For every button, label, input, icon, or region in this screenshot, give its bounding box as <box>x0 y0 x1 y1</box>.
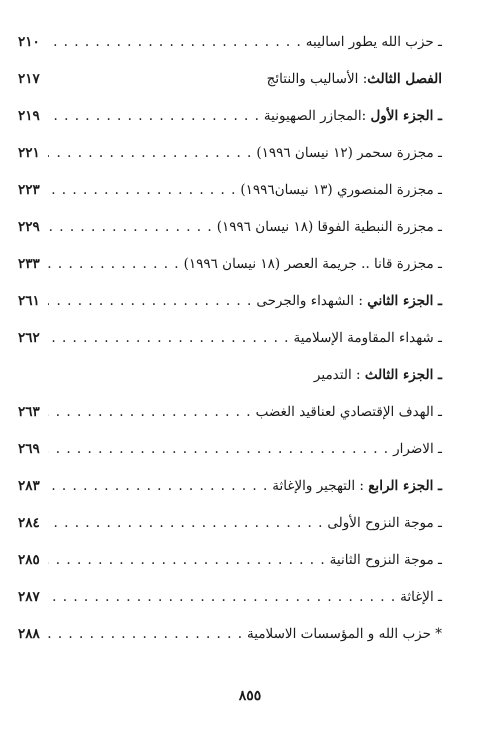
toc-entry-text: : التدمير <box>313 367 365 383</box>
toc-entry <box>18 143 442 180</box>
dot-leader <box>48 143 256 163</box>
toc-entry-title <box>256 402 442 422</box>
dot-leader <box>48 328 293 348</box>
toc-entry-title <box>314 365 442 385</box>
toc-entry-text: ـ الاضرار <box>393 441 442 457</box>
toc-entry-text: : التهجير والإغاثة <box>272 478 369 494</box>
toc-page-number: ٢٨٧ <box>18 589 40 605</box>
toc-section-label: ـ الجزء الثاني <box>367 293 442 309</box>
toc-page-number: ٢١٧ <box>18 71 40 87</box>
toc-entry-text: ـ الهدف الإقتصادي لعناقيد الغضب <box>255 404 442 420</box>
toc-entry <box>18 32 442 69</box>
toc-section-label: الفصل الثالث <box>367 71 442 87</box>
toc-entry <box>18 476 442 513</box>
toc-entry-title <box>247 624 442 644</box>
dot-leader <box>48 439 393 459</box>
toc-page-number: ٢٦٢ <box>18 330 40 346</box>
toc-section-label: ـ الجزء الثالث <box>364 367 442 383</box>
page-number: ٨٥٥ <box>238 688 262 704</box>
toc-page-number: ٢١٠ <box>18 34 40 50</box>
toc-page-number: ٢٢١ <box>18 145 40 161</box>
dot-leader <box>48 254 184 274</box>
toc-entry-text: ـ مجزرة قانا .. جريمة العصر (١٨ نيسان ١٩٩٦) <box>183 256 442 272</box>
toc-entry-text: ـ مجزرة المنصوري (١٣ نيسان١٩٩٦) <box>240 182 442 198</box>
toc-entry-title <box>256 291 442 311</box>
toc-entry-text: ـ شهداء المقاومة الإسلامية <box>293 330 442 346</box>
dot-leader <box>48 587 400 607</box>
toc-entry-title <box>240 180 442 200</box>
toc-entry <box>18 291 442 328</box>
toc-entry-text: : الأساليب والنتائج <box>266 71 368 87</box>
toc-entry <box>18 365 442 402</box>
toc-page-number: ٢٣٣ <box>18 256 40 272</box>
toc-entry <box>18 550 442 587</box>
dot-leader <box>48 180 240 200</box>
toc-page-number: ٢٦٣ <box>18 404 40 420</box>
toc-entry-text: :المجازر الصهيونية <box>263 108 371 124</box>
toc-entry <box>18 328 442 365</box>
toc-entry-text: ـ موجة النزوح الثانية <box>329 552 442 568</box>
toc-page-number: ٢٦١ <box>18 293 40 309</box>
toc-entry <box>18 106 442 143</box>
toc-page-number: ٢٢٣ <box>18 182 40 198</box>
toc-entry <box>18 217 442 254</box>
toc-entry-text: ـ حزب الله يطور اساليبه <box>305 34 442 50</box>
toc-entry <box>18 624 442 661</box>
toc-entry <box>18 69 442 106</box>
toc-entry <box>18 180 442 217</box>
toc-entry-title <box>256 143 442 163</box>
toc-entry <box>18 587 442 624</box>
toc-entry-title <box>267 69 442 89</box>
toc-page-number: ٢٢٩ <box>18 219 40 235</box>
toc-entry-text: ـ مجزرة سحمر (١٢ نيسان ١٩٩٦) <box>256 145 442 161</box>
toc-entry-text: ـ مجزرة النبطية الفوقا (١٨ نيسان ١٩٩٦) <box>216 219 442 235</box>
toc-page-number: ٢٦٩ <box>18 441 40 457</box>
toc-entry-title <box>400 587 442 607</box>
toc-entry-title <box>264 106 442 126</box>
toc-entry <box>18 402 442 439</box>
table-of-contents <box>18 32 442 661</box>
dot-leader <box>48 217 217 237</box>
toc-entry <box>18 439 442 476</box>
dot-leader <box>48 476 272 496</box>
toc-entry-text: ـ الإغاثة <box>400 589 442 605</box>
toc-page-number: ٢٨٣ <box>18 478 40 494</box>
toc-entry-title <box>327 513 442 533</box>
dot-leader <box>48 32 306 52</box>
toc-entry <box>18 513 442 550</box>
toc-entry <box>18 254 442 291</box>
dot-leader <box>48 624 247 644</box>
toc-entry-text: * حزب الله و المؤسسات الاسلامية <box>247 626 442 642</box>
dot-leader <box>48 402 256 422</box>
toc-page-number: ٢٨٥ <box>18 552 40 568</box>
toc-entry-title <box>393 439 442 459</box>
dot-leader <box>48 106 264 126</box>
toc-entry-title <box>217 217 442 237</box>
dot-leader <box>48 513 327 533</box>
toc-entry-text: : الشهداء والجرحى <box>256 293 368 309</box>
toc-entry-title <box>330 550 442 570</box>
toc-entry-title <box>184 254 442 274</box>
toc-entry-text: ـ موجة النزوح الأولى <box>327 515 442 531</box>
toc-page-number: ٢٨٤ <box>18 515 40 531</box>
toc-section-label: ـ الجزء الأول <box>370 108 442 124</box>
toc-section-label: ـ الجزء الرابع <box>368 478 442 494</box>
toc-entry-title <box>272 476 442 496</box>
dot-leader <box>48 550 330 570</box>
dot-leader <box>48 291 256 311</box>
toc-page-number: ٢١٩ <box>18 108 40 124</box>
toc-entry-title <box>306 32 442 52</box>
toc-page-number: ٢٨٨ <box>18 626 40 642</box>
toc-entry-title <box>293 328 442 348</box>
